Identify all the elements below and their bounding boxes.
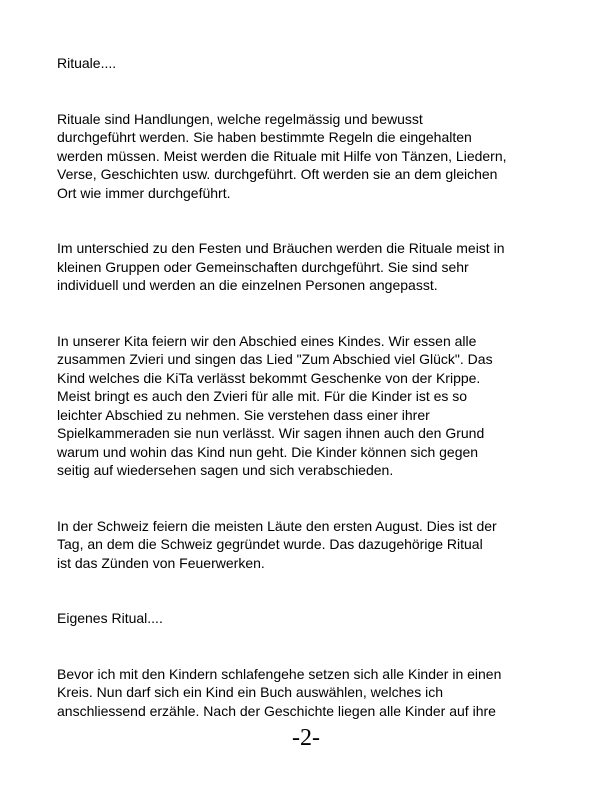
paragraph-line: ist das Zünden von Feuerwerken.: [57, 554, 265, 571]
subheading-text: Eigenes Ritual....: [57, 610, 163, 626]
paragraph-swiss-national-day: [57, 517, 577, 573]
paragraph-line: Kind welches die KiTa verlässt bekommt Geschenke von der Krippe.: [57, 369, 481, 386]
page-number: -2-: [292, 725, 320, 751]
paragraph-line: zusammen Zvieri und singen das Lied "Zum Abschied viel Glück". Das: [57, 351, 493, 367]
paragraph-line: Rituale sind Handlungen, welche regelmässig und bewusst: [57, 110, 423, 127]
paragraph-definition: [57, 110, 577, 203]
paragraph-line: leichter Abschied zu nehmen. Sie verstehen dass einer ihrer: [57, 406, 430, 423]
paragraph-difference: [57, 239, 577, 295]
paragraph-line: Spielkammeraden sie nun verlässt. Wir sagen ihnen auch den Grund: [57, 425, 485, 441]
paragraph-line: In unserer Kita feiern wir den Abschied eines Kindes. Wir essen alle: [57, 332, 477, 349]
paragraph-line: Tag, an dem die Schweiz gegründet wurde. Das dazugehörige Ritual: [57, 536, 483, 552]
paragraph-line: durchgeführt werden. Sie haben bestimmte Regeln die eingehalten: [57, 129, 472, 145]
paragraph-line: anschliessend erzähle. Nach der Geschichte liegen alle Kinder auf ihre: [57, 702, 496, 719]
heading-text: Rituale....: [57, 55, 117, 71]
section-heading-rituale: [57, 54, 577, 73]
paragraph-line: seitig auf wiedersehen sagen und sich verabschieden.: [57, 462, 394, 478]
document-body: [57, 54, 577, 757]
paragraph-line: Kreis. Nun darf sich ein Kind ein Buch auswählen, welches ich: [57, 684, 443, 700]
paragraph-line: Im unterschied zu den Festen und Bräuchen werden die Rituale meist in: [57, 240, 505, 256]
paragraph-line: werden müssen. Meist werden die Rituale mit Hilfe von Tänzen, Liedern,: [57, 147, 507, 164]
paragraph-line: Ort wie immer durchgeführt.: [57, 184, 231, 201]
paragraph-line: individuell und werden an die einzelnen Personen angepasst.: [57, 277, 438, 293]
paragraph-own-ritual: [57, 665, 577, 721]
section-heading-eigenes-ritual: [57, 609, 577, 628]
paragraph-line: Meist bringt es auch den Zvieri für alle mit. Für die Kinder ist es so: [57, 388, 468, 404]
paragraph-line: Bevor ich mit den Kindern schlafengehe setzen sich alle Kinder in einen: [57, 665, 502, 682]
paragraph-line: In der Schweiz feiern die meisten Läute den ersten August. Dies ist der: [57, 517, 497, 534]
paragraph-line: warum und wohin das Kind nun geht. Die Kinder können sich gegen: [57, 443, 479, 460]
paragraph-kita-farewell: [57, 332, 577, 480]
paragraph-line: Verse, Geschichten usw. durchgeführt. Oft werden sie an dem gleichen: [57, 166, 498, 182]
paragraph-line: kleinen Gruppen oder Gemeinschaften durchgeführt. Sie sind sehr: [57, 258, 469, 275]
